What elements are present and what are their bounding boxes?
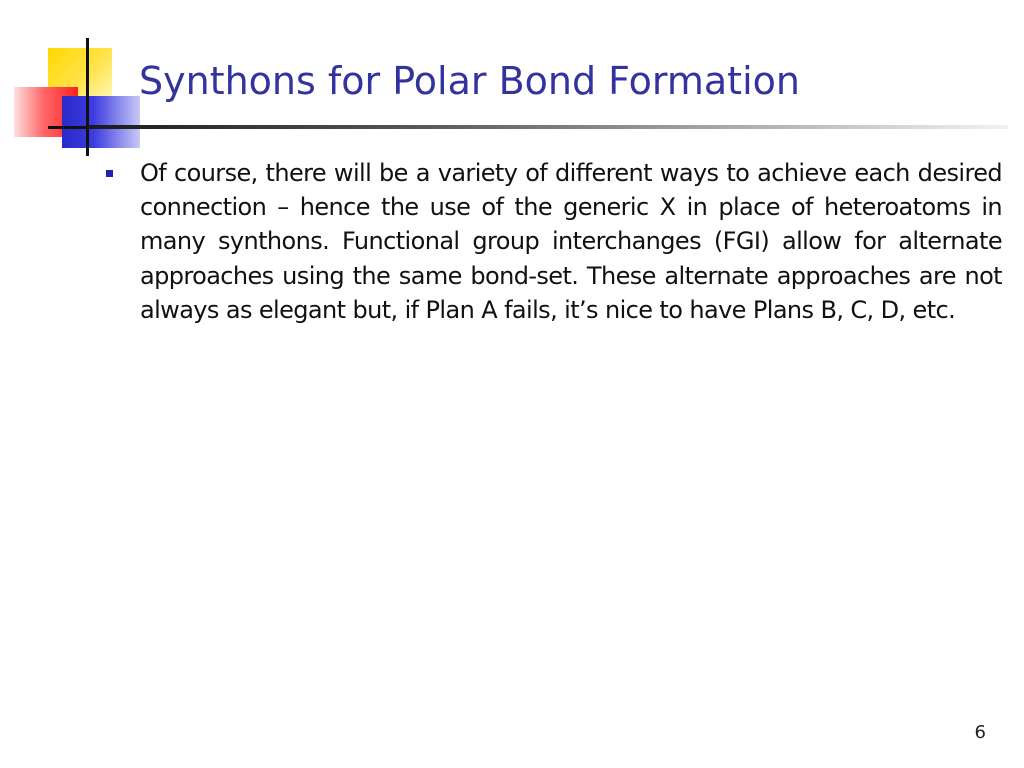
vertical-rule-line xyxy=(86,38,89,156)
page-number: 6 xyxy=(974,722,986,743)
slide-body xyxy=(100,156,1002,327)
title-underline-rule xyxy=(88,125,1008,129)
overlapping-squares-logo-icon xyxy=(0,0,140,160)
slide-title: Synthons for Polar Bond Formation xyxy=(139,59,800,103)
bullet-item xyxy=(100,156,1002,327)
blue-square-shape xyxy=(62,96,140,148)
bullet-text: Of course, there will be a variety of different ways to achieve each desired connection – hence the use of the generic X in place of heteroatoms in many synthons. Functional group interchanges (FGI) allow for alternate approaches using the same bond-set. These alternate approaches are not always as elegant but, if Plan A fails, it’s nice to have Plans B, C, D, etc. xyxy=(140,159,1002,324)
square-bullet-icon xyxy=(106,170,113,177)
